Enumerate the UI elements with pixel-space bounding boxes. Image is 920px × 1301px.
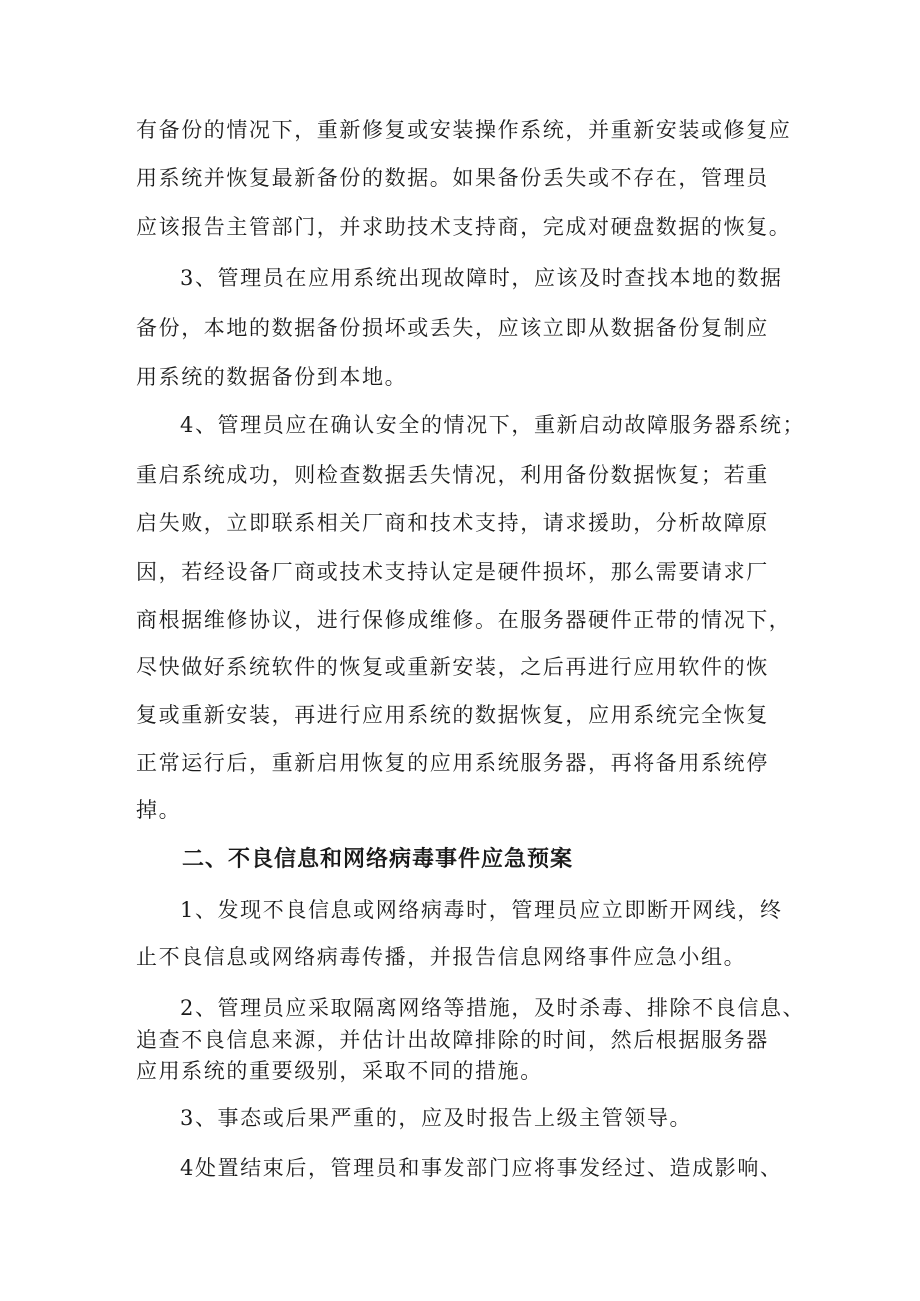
paragraph-line: 2、管理员应采取隔离网络等措施，及时杀毒、排除不良信息、	[180, 996, 806, 1020]
paragraph-line: 3、事态或后果严重的，应及时报告上级主管领导。	[180, 1106, 693, 1130]
paragraph-line: 商根据维修协议，进行保修成维修。在服务器硬件正带的情况下，	[136, 608, 792, 632]
section-heading: 二、不良信息和网络病毒事件应急预案	[182, 847, 574, 872]
paragraph-line: 4、管理员应在确认安全的情况下，重新启动故障服务器系统；	[180, 413, 806, 437]
paragraph-line: 用系统并恢复最新备份的数据。如果备份丢失或不存在，管理员	[136, 166, 769, 190]
paragraph-line: 有备份的情况下，重新修复或安装操作系统，并重新安装或修复应	[136, 118, 792, 142]
paragraph-line: 重启系统成功，则检查数据丢失情况，利用备份数据恢复；若重	[136, 463, 769, 487]
paragraph-line: 启失败，立即联系相关厂商和技术支持，请求援助，分析故障原	[136, 511, 769, 535]
paragraph-line: 用系统的数据备份到本地。	[136, 365, 408, 389]
paragraph-line: 正常运行后，重新启用恢复的应用系统服务器，再将备用系统停	[136, 751, 769, 775]
paragraph-line: 掉。	[136, 798, 182, 822]
paragraph-line: 应用系统的重要级别，采取不同的措施。	[136, 1059, 543, 1083]
paragraph-line: 因，若经设备厂商或技术支持认定是硬件损坏，那么需要请求厂	[136, 560, 769, 584]
paragraph-line: 追查不良信息来源，并估计出故障排除的时间，然后根据服务器	[136, 1028, 769, 1052]
paragraph-line: 4处置结束后，管理员和事发部门应将事发经过、造成影响、	[180, 1156, 783, 1180]
paragraph-line: 1、发现不良信息或网络病毒时，管理员应立即断开网线，终	[180, 898, 783, 922]
paragraph-line: 备份，本地的数据备份损坏或丢失，应该立即从数据备份复制应	[136, 316, 769, 340]
paragraph-line: 3、管理员在应用系统出现故障时，应该及时查找本地的数据	[180, 266, 783, 290]
paragraph-line: 止不良信息或网络病毒传播，并报告信息网络事件应急小组。	[136, 945, 747, 969]
paragraph-line: 复或重新安装，再进行应用系统的数据恢复，应用系统完全恢复	[136, 703, 769, 727]
paragraph-line: 应该报告主管部门，并求助技术支持商，完成对硬盘数据的恢复。	[136, 215, 792, 239]
paragraph-line: 尽快做好系统软件的恢复或重新安装，之后再进行应用软件的恢	[136, 655, 769, 679]
